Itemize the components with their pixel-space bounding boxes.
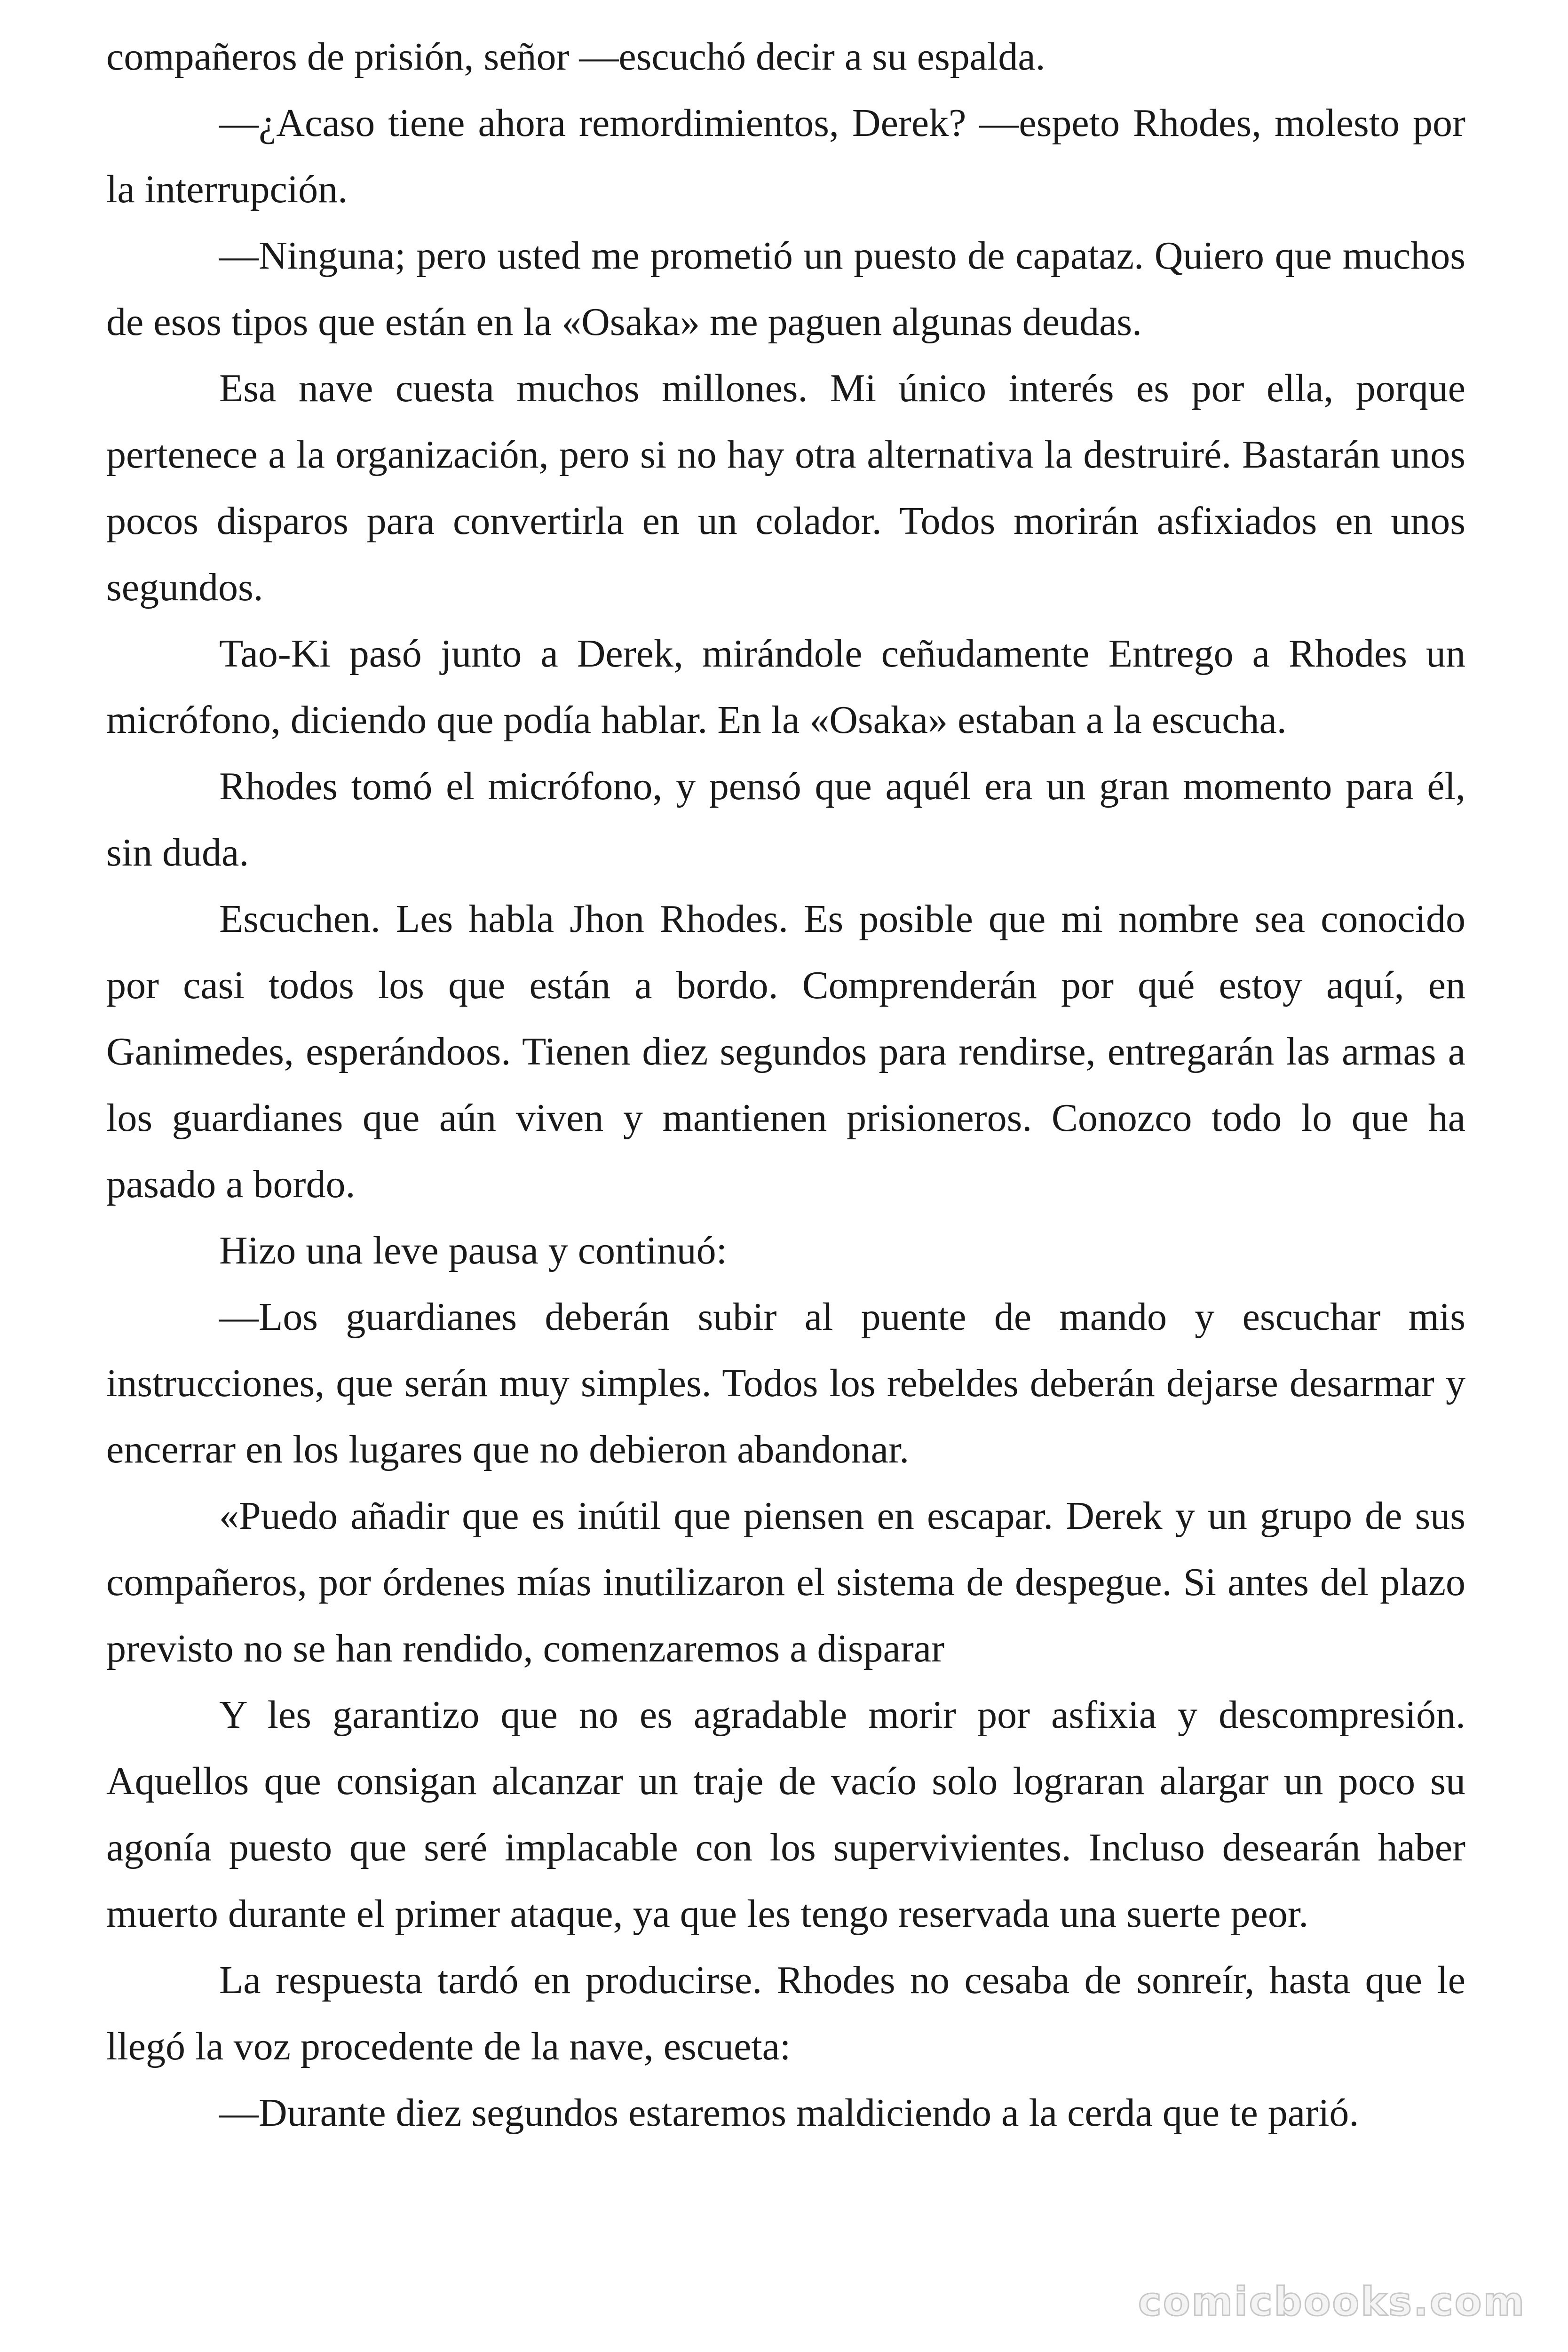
paragraph-8: Hizo una leve pausa y continuó: <box>219 1229 728 1272</box>
paragraph-1: compañeros de prisión, señor —escuchó decir a su espalda. <box>106 35 1045 79</box>
paragraph-9: —Los guardianes deberán subir al puente de mando y escuchar mis instrucciones, que serán muy simples. Todos los rebeldes deberán dejarse desarmar y encerrar en los lugares que no debieron abandonar. <box>106 1295 1465 1471</box>
page-body <box>106 24 1465 2146</box>
paragraph-12: La respuesta tardó en producirse. Rhodes no cesaba de sonreír, hasta que le llegó la voz procedente de la nave, escueta: <box>106 1958 1465 2068</box>
paragraph-13: —Durante diez segundos estaremos maldiciendo a la cerda que te parió. <box>219 2091 1359 2135</box>
paragraph-2: —¿Acaso tiene ahora remordimientos, Derek? —espeto Rhodes, molesto por la interrupción. <box>106 101 1465 211</box>
paragraph-3: —Ninguna; pero usted me prometió un puesto de capataz. Quiero que muchos de esos tipos que están en la «Osaka» me paguen algunas deudas. <box>106 234 1465 344</box>
paragraph-7: Escuchen. Les habla Jhon Rhodes. Es posible que mi nombre sea conocido por casi todos los que están a bordo. Comprenderán por qué estoy aquí, en Ganimedes, esperándoos. Tienen diez segundos para rendirse, entregarán las armas a los guardianes que aún viven y mantienen prisioneros. Conozco todo lo que ha pasado a bordo. <box>106 897 1465 1206</box>
paragraph-5: Tao-Ki pasó junto a Derek, mirándole ceñudamente Entrego a Rhodes un micrófono, diciendo que podía hablar. En la «Osaka» estaban a la escucha. <box>106 632 1465 742</box>
paragraph-10: «Puedo añadir que es inútil que piensen en escapar. Derek y un grupo de sus compañeros, por órdenes mías inutilizaron el sistema de despegue. Si antes del plazo previsto no se han rendido, comenzaremos a disparar <box>106 1494 1465 1670</box>
paragraph-6: Rhodes tomó el micrófono, y pensó que aquél era un gran momento para él, sin duda. <box>106 764 1465 874</box>
paragraph-11: Y les garantizo que no es agradable morir por asfixia y descompresión. Aquellos que consigan alcanzar un traje de vacío solo lograran alargar un poco su agonía puesto que seré implacable con los supervivientes. Incluso desearán haber muerto durante el primer ataque, ya que les tengo reservada una suerte peor. <box>106 1693 1465 1936</box>
paragraph-4: Esa nave cuesta muchos millones. Mi único interés es por ella, porque pertenece a la organización, pero si no hay otra alternativa la destruiré. Bastarán unos pocos disparos para convertirla en un colador. Todos morirán asfixiados en unos segundos. <box>106 366 1465 609</box>
watermark: comicbooks.com <box>1138 2279 1526 2325</box>
